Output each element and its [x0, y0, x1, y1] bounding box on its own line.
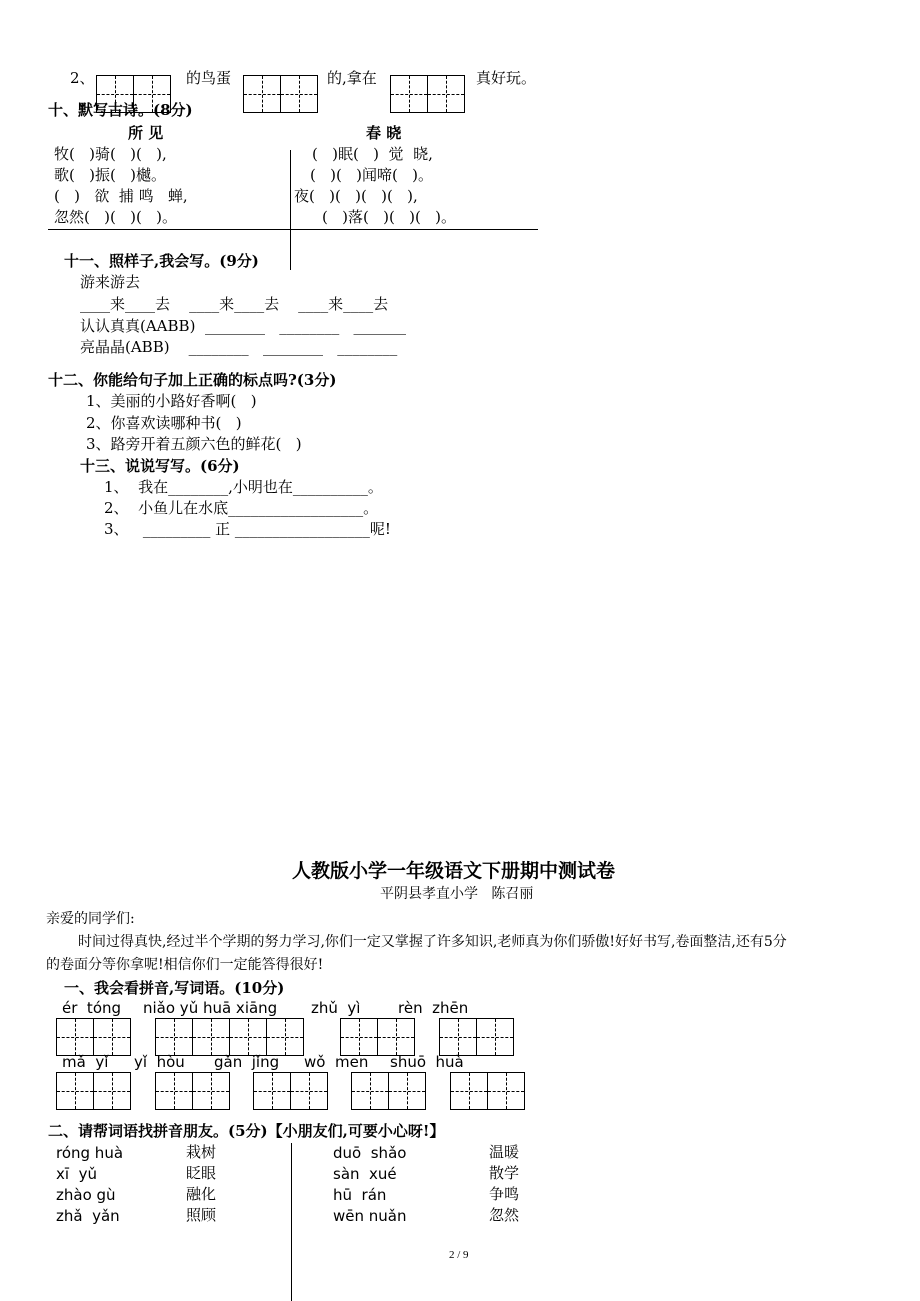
greeting: 亲爱的同学们: [46, 911, 135, 927]
word: 争鸣 [489, 1185, 520, 1203]
example-text: 游来游去 [80, 273, 141, 291]
pinyin: xī yǔ [56, 1165, 97, 1183]
poem-title: 所 见 [128, 124, 164, 142]
pinyin: niǎo yǔ huā xiāng [143, 999, 278, 1017]
pinyin: zhǔ yì [311, 999, 361, 1017]
word: 照顾 [186, 1206, 217, 1224]
word: 融化 [186, 1185, 217, 1203]
section-title: 十一、照样子,我会写。(9分) [64, 252, 259, 270]
word: 忽然 [489, 1206, 520, 1224]
poem-line: 歌( )振( )樾。 [54, 166, 167, 184]
page-subtitle: 平阴县孝直小学 陈召丽 [380, 886, 534, 902]
word: 温暖 [489, 1143, 520, 1161]
pinyin: duō shǎo [333, 1144, 407, 1162]
list-item: 1、 我在________,小明也在__________。 [104, 478, 383, 496]
answer-grid[interactable] [450, 1072, 524, 1110]
pinyin: wēn nuǎn [333, 1207, 407, 1225]
divider [290, 150, 291, 270]
poem-line: ( )落( )( )( )。 [322, 208, 457, 226]
pinyin: rèn zhēn [398, 999, 469, 1017]
poem-line: ( ) 欲 捕 鸣 蝉, [54, 187, 188, 205]
pinyin: mǎ yǐ [62, 1053, 109, 1071]
poem-title: 春 晓 [366, 124, 402, 142]
pinyin: wǒ men [304, 1053, 369, 1071]
divider [291, 1143, 292, 1301]
list-item: 2、你喜欢读哪种书( ) [86, 414, 242, 432]
pinyin: sàn xué [333, 1165, 397, 1183]
q2-text-c: 真好玩。 [476, 69, 537, 87]
pinyin: hū rán [333, 1186, 387, 1204]
q2-text-b: 的,拿在 [327, 69, 377, 87]
poem-line: ( )( )闻啼( )。 [310, 166, 434, 184]
answer-grid[interactable] [253, 1072, 327, 1110]
page-title: 人教版小学一年级语文下册期中测试卷 [292, 860, 616, 882]
pinyin: gǎn jǐng [214, 1053, 280, 1071]
list-item: 2、 小鱼儿在水底__________________。 [104, 499, 379, 517]
fill-line[interactable]: ____来____去 ____来____去 ____来____去 [80, 295, 389, 313]
intro-text: 时间过得真快,经过半个学期的努力学习,你们一定又掌握了许多知识,老师真为你们骄傲!好好书写,卷面整洁,还有5分 [78, 934, 787, 950]
list-item: 3、路旁开着五颜六色的鲜花( ) [86, 435, 302, 453]
section-title: 十二、你能给句子加上正确的标点吗?(3分) [48, 371, 337, 389]
pinyin: shuō huà [390, 1053, 464, 1071]
poem-line: ( )眠( ) 觉 晓, [312, 145, 433, 163]
pinyin: róng huà [56, 1144, 124, 1162]
pinyin: zhào gù [56, 1186, 116, 1204]
fill-line[interactable]: 认认真真(AABB) ________ ________ _______ [80, 317, 407, 335]
pinyin: yǐ hòu [134, 1053, 185, 1071]
poem-line: 忽然( )( )( )。 [54, 208, 178, 226]
pinyin: zhǎ yǎn [56, 1207, 120, 1225]
section-title: 二、请帮词语找拼音朋友。(5分)【小朋友们,可要小心呀!】 [48, 1122, 445, 1140]
answer-grid[interactable] [56, 1072, 130, 1110]
word: 栽树 [186, 1143, 217, 1161]
pinyin: ér tóng [62, 999, 122, 1017]
page-number: 2 / 9 [449, 1249, 469, 1261]
poem-line: 夜( )( )( )( ), [294, 187, 418, 205]
poem-line: 牧( )骑( )( ), [54, 145, 167, 163]
word: 眨眼 [186, 1164, 217, 1182]
q2-number: 2、 [70, 69, 95, 87]
divider [48, 229, 538, 230]
list-item: 3、 _________ 正 __________________呢! [104, 520, 391, 538]
section-title: 一、我会看拼音,写词语。(10分) [64, 979, 285, 997]
list-item: 1、美丽的小路好香啊( ) [86, 392, 257, 410]
answer-grid[interactable] [155, 1072, 229, 1110]
answer-grid[interactable] [56, 1018, 130, 1056]
section-title: 十三、说说写写。(6分) [80, 457, 240, 475]
intro-text: 的卷面分等你拿呢!相信你们一定能答得很好! [46, 957, 324, 973]
answer-grid[interactable] [340, 1018, 414, 1056]
answer-grid[interactable] [390, 75, 464, 113]
q2-text-a: 的鸟蛋 [186, 69, 232, 87]
fill-line[interactable]: 亮晶晶(ABB) ________ ________ ________ [80, 338, 398, 356]
section-title: 十、默写古诗。(8分) [48, 101, 193, 119]
answer-grid[interactable] [243, 75, 317, 113]
answer-grid[interactable] [439, 1018, 513, 1056]
word: 散学 [489, 1164, 520, 1182]
answer-grid[interactable] [351, 1072, 425, 1110]
answer-grid[interactable] [155, 1018, 303, 1056]
